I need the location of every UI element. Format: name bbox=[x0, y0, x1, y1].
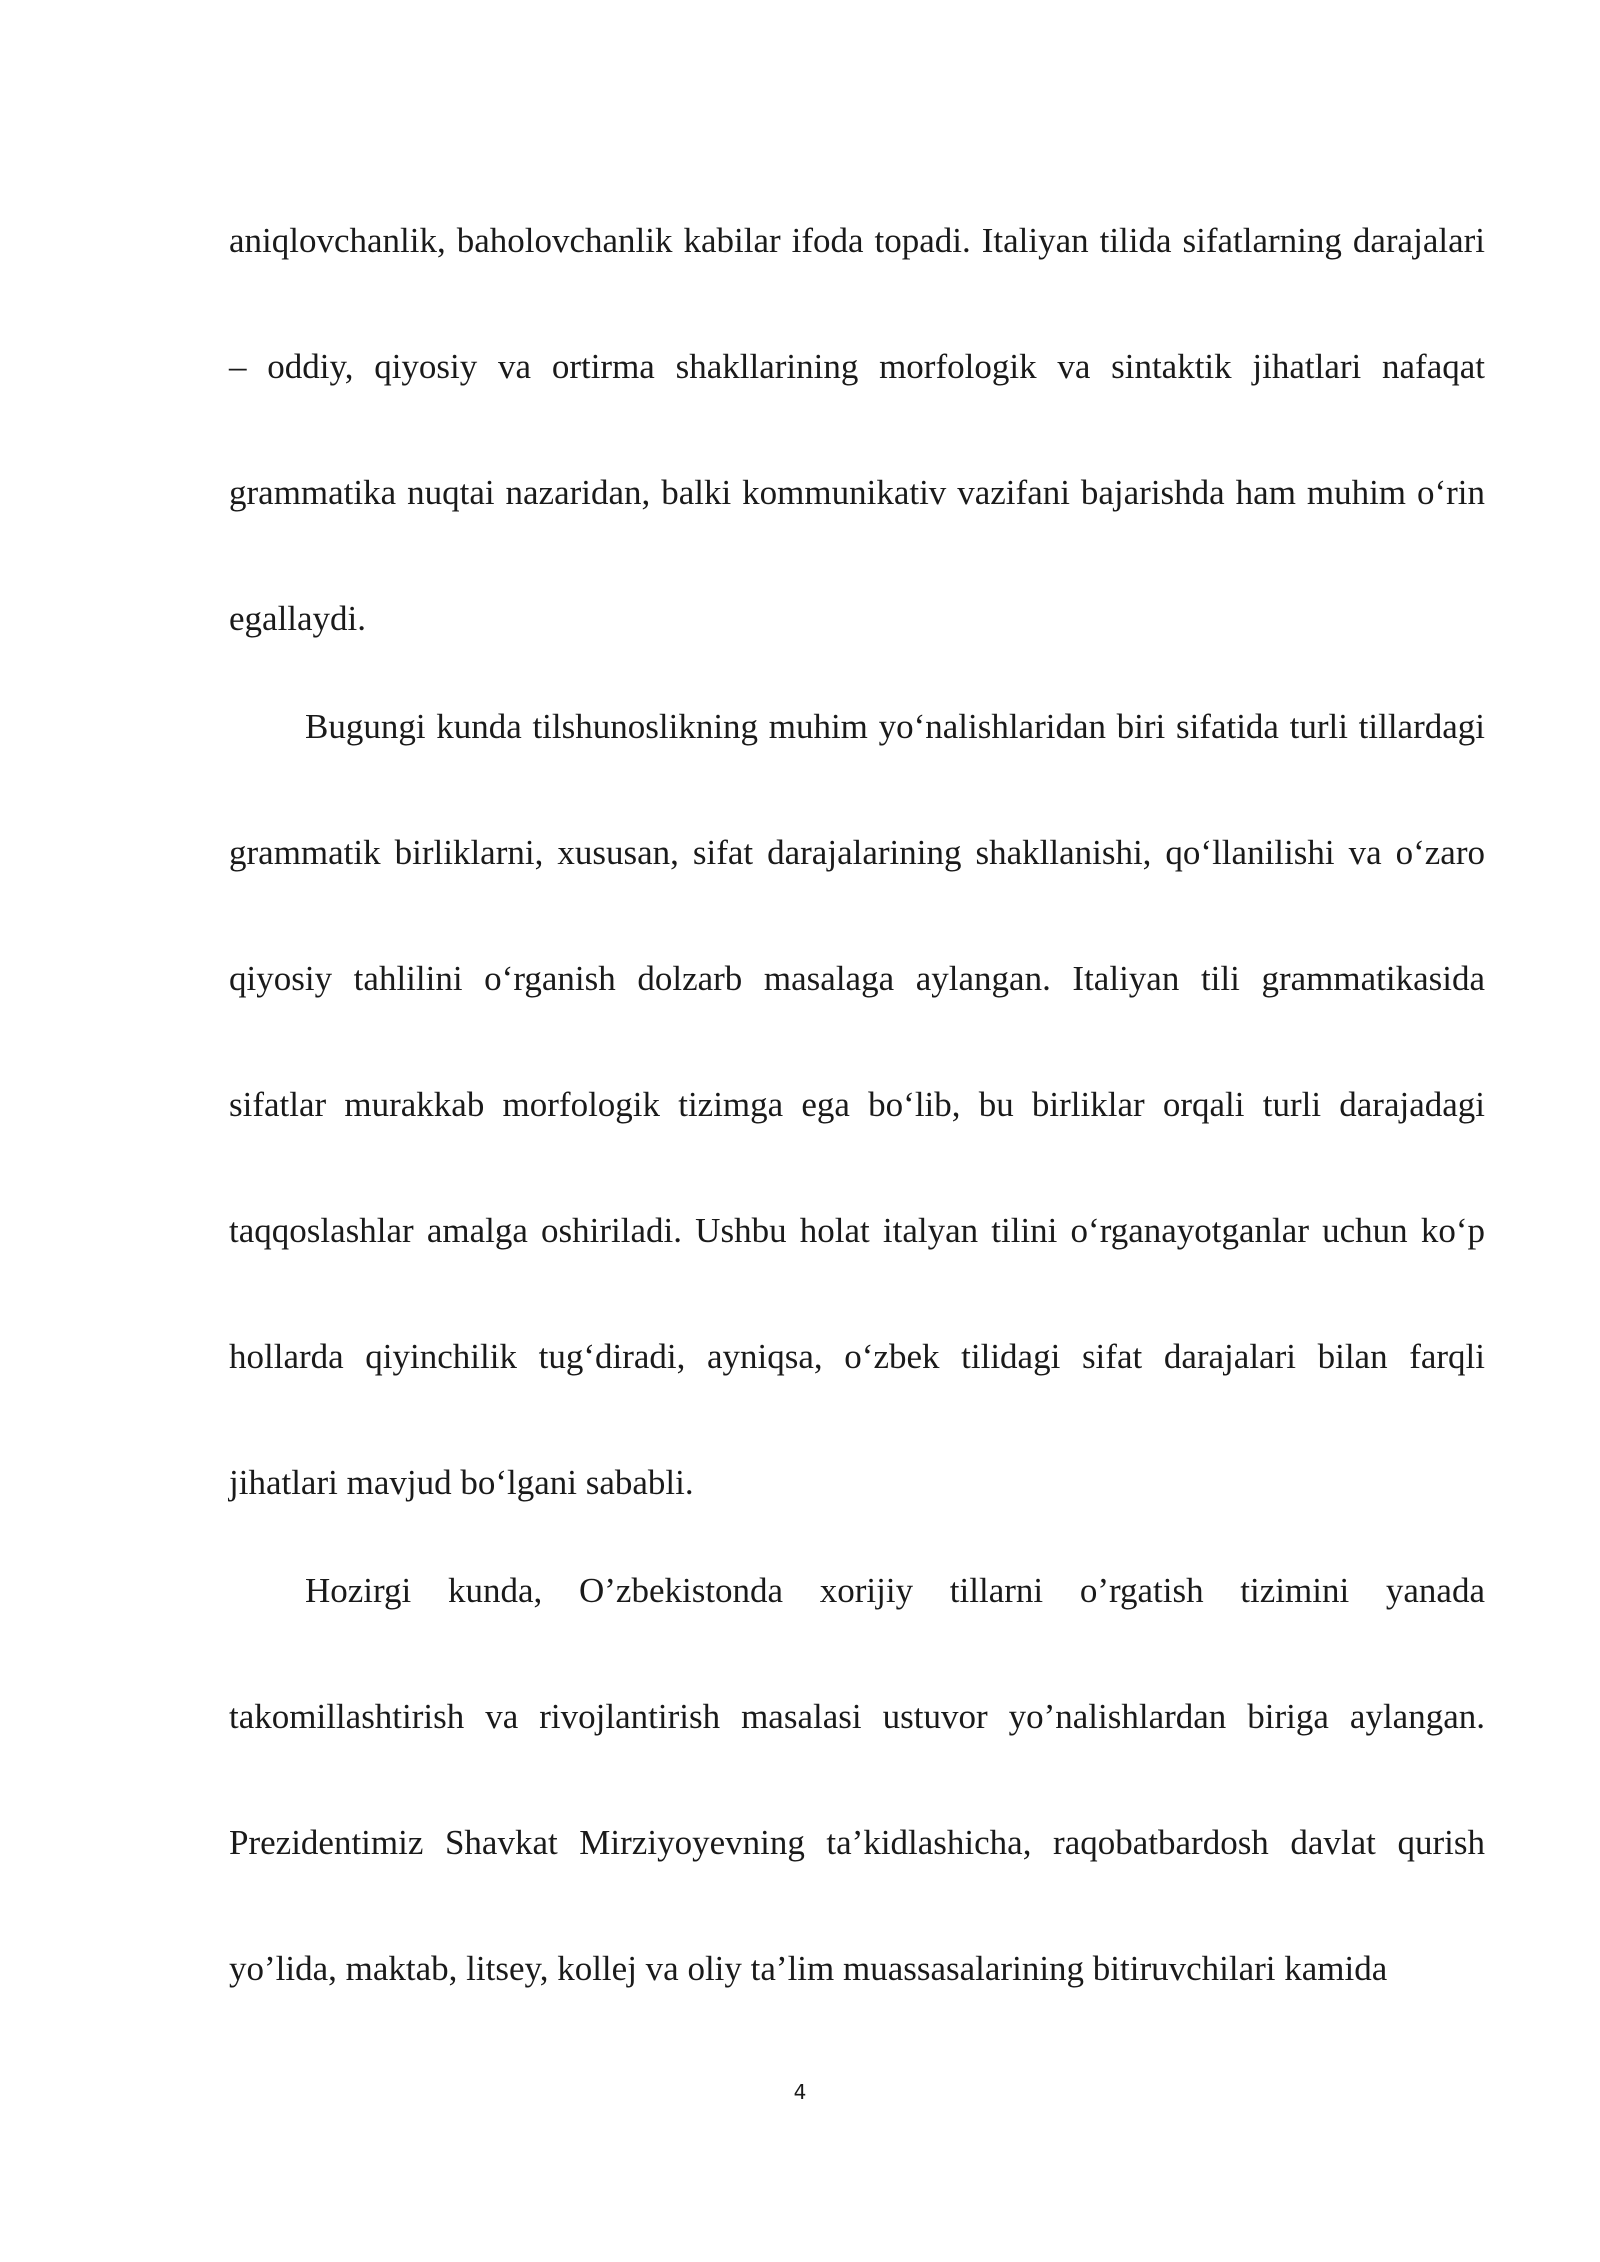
paragraph-foreign-languages: Hozirgi kunda, O’zbekistonda xorijiy tillarni o’rgatish tizimini yanada takomillashtirish va rivojlantirish masalasi ustuvor yo’nalishlardan biriga aylangan. Prezidentimiz Shavkat Mirziyoyevning ta’kidlashicha, raqobatbardosh davlat qurish yo’lida, maktab, litsey, kollej va oliy ta’lim muassasalarining bitiruvchilari kamida bbox=[229, 1571, 1485, 1988]
paragraph-continuation: aniqlovchanlik, baholovchanlik kabilar ifoda topadi. Italiyan tilida sifatlarning darajalari – oddiy, qiyosiy va ortirma shakllarining morfologik va sintaktik jihatlari nafaqat grammatika nuqtai nazaridan, balki kommunikativ vazifani bajarishda ham muhim o‘rin egallaydi. bbox=[229, 221, 1485, 638]
body-text bbox=[229, 178, 1485, 2032]
paragraph-linguistics: Bugungi kunda tilshunoslikning muhim yo‘nalishlaridan biri sifatida turli tillardagi grammatik birliklarni, xususan, sifat darajalarining shakllanishi, qo‘llanilishi va o‘zaro qiyosiy tahlilini o‘rganish dolzarb masalaga aylangan. Italiyan tili grammatikasida sifatlar murakkab morfologik tizimga ega bo‘lib, bu birliklar orqali turli darajadagi taqqoslashlar amalga oshiriladi. Ushbu holat italyan tilini o‘rganayotganlar uchun ko‘p hollarda qiyinchilik tug‘diradi, ayniqsa, o‘zbek tilidagi sifat darajalari bilan farqli jihatlari mavjud bo‘lgani sababli. bbox=[229, 707, 1485, 1502]
page-number: 4 bbox=[793, 2080, 807, 2104]
